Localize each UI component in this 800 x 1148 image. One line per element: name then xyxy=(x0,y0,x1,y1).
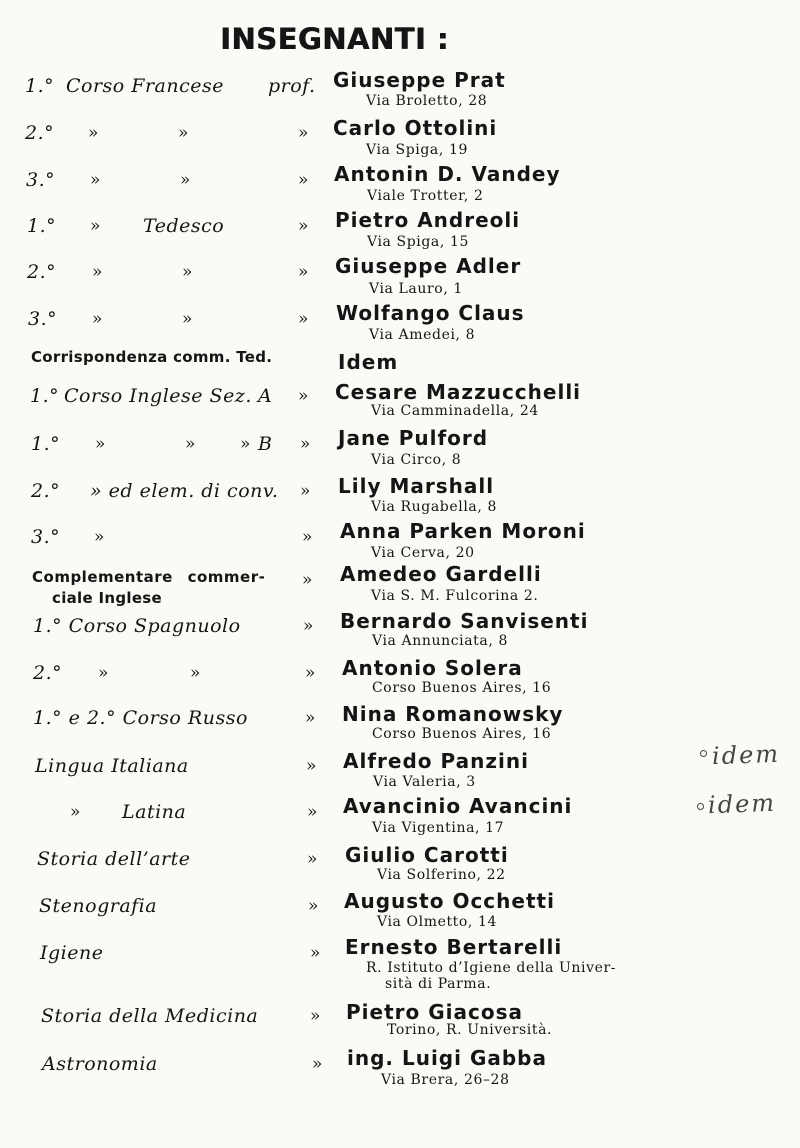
teacher-name: Ernesto Bertarelli xyxy=(345,935,563,959)
ditto-mark: » xyxy=(92,262,103,282)
ditto-mark: » xyxy=(94,527,105,547)
ditto-mark: » xyxy=(90,170,101,190)
teacher-name: Amedeo Gardelli xyxy=(340,562,542,586)
ditto-mark: » xyxy=(305,663,316,683)
teacher-address: Torino, R. Università. xyxy=(387,1022,553,1038)
teacher-address: Corso Buenos Aires, 16 xyxy=(372,726,552,742)
teacher-name: Pietro Andreoli xyxy=(335,208,521,232)
course-name-continued: ciale Inglese xyxy=(52,589,163,607)
course-name: Corso Francese xyxy=(66,75,224,97)
ditto-mark: » xyxy=(240,434,251,454)
ditto-mark: » xyxy=(298,386,309,406)
margin-note: idem xyxy=(711,739,781,771)
teacher-name: Cesare Mazzucchelli xyxy=(335,380,582,404)
teacher-address: Via Olmetto, 14 xyxy=(377,914,498,930)
course-name: Igiene xyxy=(40,942,104,964)
course-name: Corso Inglese Sez. xyxy=(64,385,252,407)
teacher-name: Antonin D. Vandey xyxy=(334,162,561,186)
course-name: Lingua Italiana xyxy=(35,755,189,777)
teacher-address: Via Solferino, 22 xyxy=(377,867,506,883)
ditto-mark: » xyxy=(88,123,99,143)
ditto-mark: » xyxy=(307,802,318,822)
teacher-address: Corso Buenos Aires, 16 xyxy=(372,680,552,696)
teacher-address: Via Brera, 26–28 xyxy=(381,1072,510,1088)
course-name: Corrispondenza comm. Ted. xyxy=(31,348,273,366)
course-name: Storia della Medicina xyxy=(41,1005,259,1027)
course-name: Storia dell’arte xyxy=(37,848,191,870)
course-ordinal: 3.° xyxy=(31,526,61,548)
course-name: Latina xyxy=(122,801,187,823)
page-title: INSEGNANTI : xyxy=(220,22,449,56)
teacher-name: Anna Parken Moroni xyxy=(340,519,586,543)
course-section: A xyxy=(258,385,273,407)
ditto-mark: » xyxy=(308,896,319,916)
course-ordinal: 1.° xyxy=(25,75,55,97)
course-name: 1.° Corso Spagnuolo xyxy=(33,615,241,637)
ditto-mark: » xyxy=(298,262,309,282)
course-name: Complementare commer- xyxy=(32,568,266,586)
teacher-name: Avancinio Avancini xyxy=(343,794,573,818)
ditto-mark: » xyxy=(70,802,81,822)
teacher-name: Bernardo Sanvisenti xyxy=(340,609,589,633)
ditto-mark: » xyxy=(310,943,321,963)
margin-bullet-icon xyxy=(700,750,707,757)
teacher-address-continued: sità di Parma. xyxy=(385,976,492,992)
teacher-address: Via Broletto, 28 xyxy=(366,93,488,109)
course-ordinal: 1.° xyxy=(31,433,61,455)
course-ordinal: 1.° xyxy=(27,215,57,237)
course-ordinal: 2.° xyxy=(25,122,55,144)
ditto-mark: » xyxy=(182,262,193,282)
teacher-address: Viale Trotter, 2 xyxy=(367,188,484,204)
teacher-address: Via Spiga, 19 xyxy=(366,142,468,158)
course-name: Stenografia xyxy=(39,895,158,917)
ditto-mark: » xyxy=(306,756,317,776)
teacher-name: Giuseppe Prat xyxy=(333,68,506,92)
teacher-address: Via Valeria, 3 xyxy=(373,774,476,790)
teacher-name: ing. Luigi Gabba xyxy=(347,1046,547,1070)
teacher-name: Jane Pulford xyxy=(338,426,489,450)
teacher-address: Via Rugabella, 8 xyxy=(371,499,497,515)
ditto-mark: » xyxy=(95,434,106,454)
ditto-mark: » xyxy=(90,216,101,236)
teacher-address: Via Lauro, 1 xyxy=(369,281,463,297)
ditto-mark: » xyxy=(185,434,196,454)
ditto-mark: » xyxy=(310,1006,321,1026)
teacher-address: Via Circo, 8 xyxy=(371,452,462,468)
margin-note: idem xyxy=(707,788,777,820)
teacher-address: Via Amedei, 8 xyxy=(369,327,476,343)
ditto-mark: » xyxy=(302,570,313,590)
teacher-name: Giulio Carotti xyxy=(345,843,509,867)
course-ordinal: 2.° xyxy=(31,480,61,502)
teacher-name: Lily Marshall xyxy=(338,474,495,498)
teacher-address: Via Cerva, 20 xyxy=(371,545,475,561)
course-name: Tedesco xyxy=(143,215,225,237)
teacher-address: Via S. M. Fulcorina 2. xyxy=(371,588,539,604)
course-ordinal: 2.° xyxy=(27,261,57,283)
ditto-mark: » xyxy=(300,434,311,454)
margin-bullet-icon xyxy=(697,803,704,810)
course-ordinal: 3.° xyxy=(26,169,56,191)
teacher-name: Idem xyxy=(338,350,399,374)
teacher-address: Via Spiga, 15 xyxy=(367,234,469,250)
ditto-mark: » xyxy=(298,216,309,236)
ditto-mark: » xyxy=(312,1054,323,1074)
teacher-address: Via Vigentina, 17 xyxy=(372,820,505,836)
ditto-mark: » xyxy=(98,663,109,683)
teacher-name: Giuseppe Adler xyxy=(335,254,522,278)
course-name: » ed elem. di conv. xyxy=(90,480,279,502)
course-name: Astronomia xyxy=(42,1053,158,1075)
teacher-name: Nina Romanowsky xyxy=(342,702,564,726)
course-ordinal: 2.° xyxy=(33,662,63,684)
teacher-name: Pietro Giacosa xyxy=(346,1000,523,1024)
ditto-mark: » xyxy=(190,663,201,683)
course-section: B xyxy=(258,433,273,455)
teacher-name: Wolfango Claus xyxy=(336,301,525,325)
teacher-name: Antonio Solera xyxy=(342,656,523,680)
ditto-mark: » xyxy=(298,123,309,143)
teacher-address: Via Camminadella, 24 xyxy=(371,403,539,419)
title-prefix: prof. xyxy=(268,75,316,97)
ditto-mark: » xyxy=(298,309,309,329)
course-name: 1.° e 2.° Corso Russo xyxy=(33,707,248,729)
teacher-address: Via Annunciata, 8 xyxy=(372,633,508,649)
teacher-name: Carlo Ottolini xyxy=(333,116,498,140)
teacher-name: Alfredo Panzini xyxy=(343,749,529,773)
course-ordinal: 3.° xyxy=(28,308,58,330)
ditto-mark: » xyxy=(303,616,314,636)
ditto-mark: » xyxy=(182,309,193,329)
ditto-mark: » xyxy=(92,309,103,329)
course-ordinal: 1.° xyxy=(30,385,60,407)
teacher-name: Augusto Occhetti xyxy=(344,889,555,913)
ditto-mark: » xyxy=(298,170,309,190)
ditto-mark: » xyxy=(178,123,189,143)
ditto-mark: » xyxy=(180,170,191,190)
ditto-mark: » xyxy=(300,481,311,501)
teacher-address: R. Istituto d’Igiene della Univer- xyxy=(366,960,617,976)
ditto-mark: » xyxy=(307,849,318,869)
ditto-mark: » xyxy=(305,708,316,728)
ditto-mark: » xyxy=(302,527,313,547)
